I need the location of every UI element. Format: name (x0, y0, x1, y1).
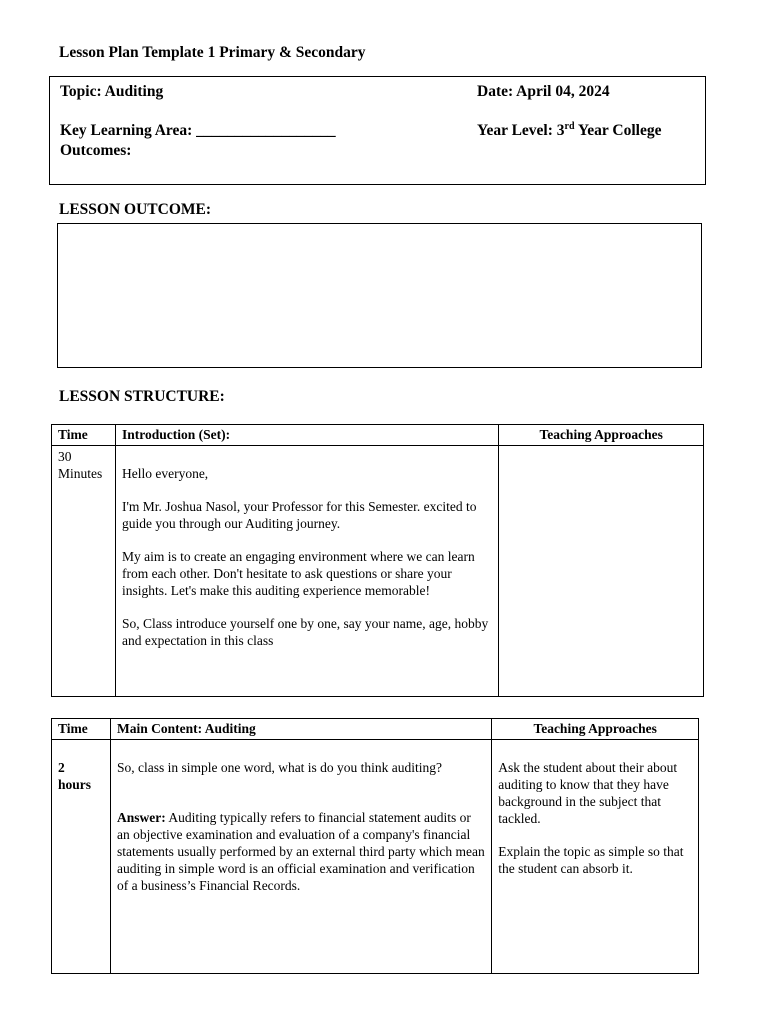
answer-paragraph (117, 809, 485, 894)
lesson-outcome-box (57, 223, 702, 368)
time-value: 30 (58, 449, 72, 464)
table-row (52, 446, 704, 697)
introduction-table (51, 424, 704, 697)
approach-paragraph: Explain the topic as simple so that the student can absorb it. (498, 844, 684, 876)
question-paragraph: So, class in simple one word, what is do you think auditing? (116, 760, 443, 775)
lesson-header-box (49, 76, 706, 185)
date-label: Date: April 04, 2024 (477, 83, 610, 100)
main-content-column-header: Main Content: Auditing (110, 719, 491, 740)
year-level-ordinal: rd (564, 120, 575, 132)
approach-paragraph: Ask the student about their about auditing to know that they have background in the subject that tackled. (498, 760, 678, 826)
aim-paragraph: My aim is to create an engaging environment where we can learn from each other. Don't hesitate to ask questions or share your insights. Let's make this auditing experience memorable! (121, 549, 475, 598)
answer-text: Auditing typically refers to financial statement audits or an objective examination and evaluation of a company's financial statements usually performed by an external third party which mean auditing in simple word is an official examination and verification of a business’s Financial Records. (116, 810, 485, 893)
instruction-paragraph: So, Class introduce yourself one by one, say your name, age, hobby and expectation in this class (121, 616, 489, 648)
intro-paragraph: I'm Mr. Joshua Nasol, your Professor for this Semester. excited to guide you through our Auditing journey. (121, 499, 477, 531)
greeting-paragraph: Hello everyone, (121, 466, 209, 481)
year-level-label (477, 122, 661, 140)
lesson-outcome-heading: LESSON OUTCOME: (59, 201, 212, 218)
outcomes-label: Outcomes: (60, 142, 132, 159)
teaching-approaches-column-header: Teaching Approaches (499, 425, 704, 446)
introduction-content-cell (115, 446, 498, 697)
time-cell (52, 446, 116, 697)
key-learning-area-label: Key Learning Area: __________________ (60, 122, 336, 139)
main-content-cell (110, 740, 491, 974)
answer-label: Answer: (116, 810, 166, 825)
teaching-approaches-column-header: Teaching Approaches (492, 719, 699, 740)
topic-label: Topic: Auditing (60, 83, 164, 100)
time-unit: hours (58, 777, 92, 792)
table-header-row (52, 719, 699, 740)
introduction-column-header: Introduction (Set): (115, 425, 498, 446)
main-content-table (51, 718, 699, 974)
time-column-header: Time (52, 425, 116, 446)
lesson-structure-heading: LESSON STRUCTURE: (59, 388, 225, 405)
table-row (52, 740, 699, 974)
time-value: 2 (58, 760, 65, 775)
year-level-prefix: Year Level: 3 (477, 122, 565, 139)
year-level-suffix: Year College (574, 122, 662, 139)
document-title: Lesson Plan Template 1 Primary & Secondary (59, 44, 366, 61)
teaching-approaches-cell (492, 740, 699, 974)
time-cell (52, 740, 111, 974)
time-unit: Minutes (58, 466, 103, 481)
teaching-approaches-cell (499, 446, 704, 697)
time-column-header: Time (52, 719, 111, 740)
table-header-row (52, 425, 704, 446)
